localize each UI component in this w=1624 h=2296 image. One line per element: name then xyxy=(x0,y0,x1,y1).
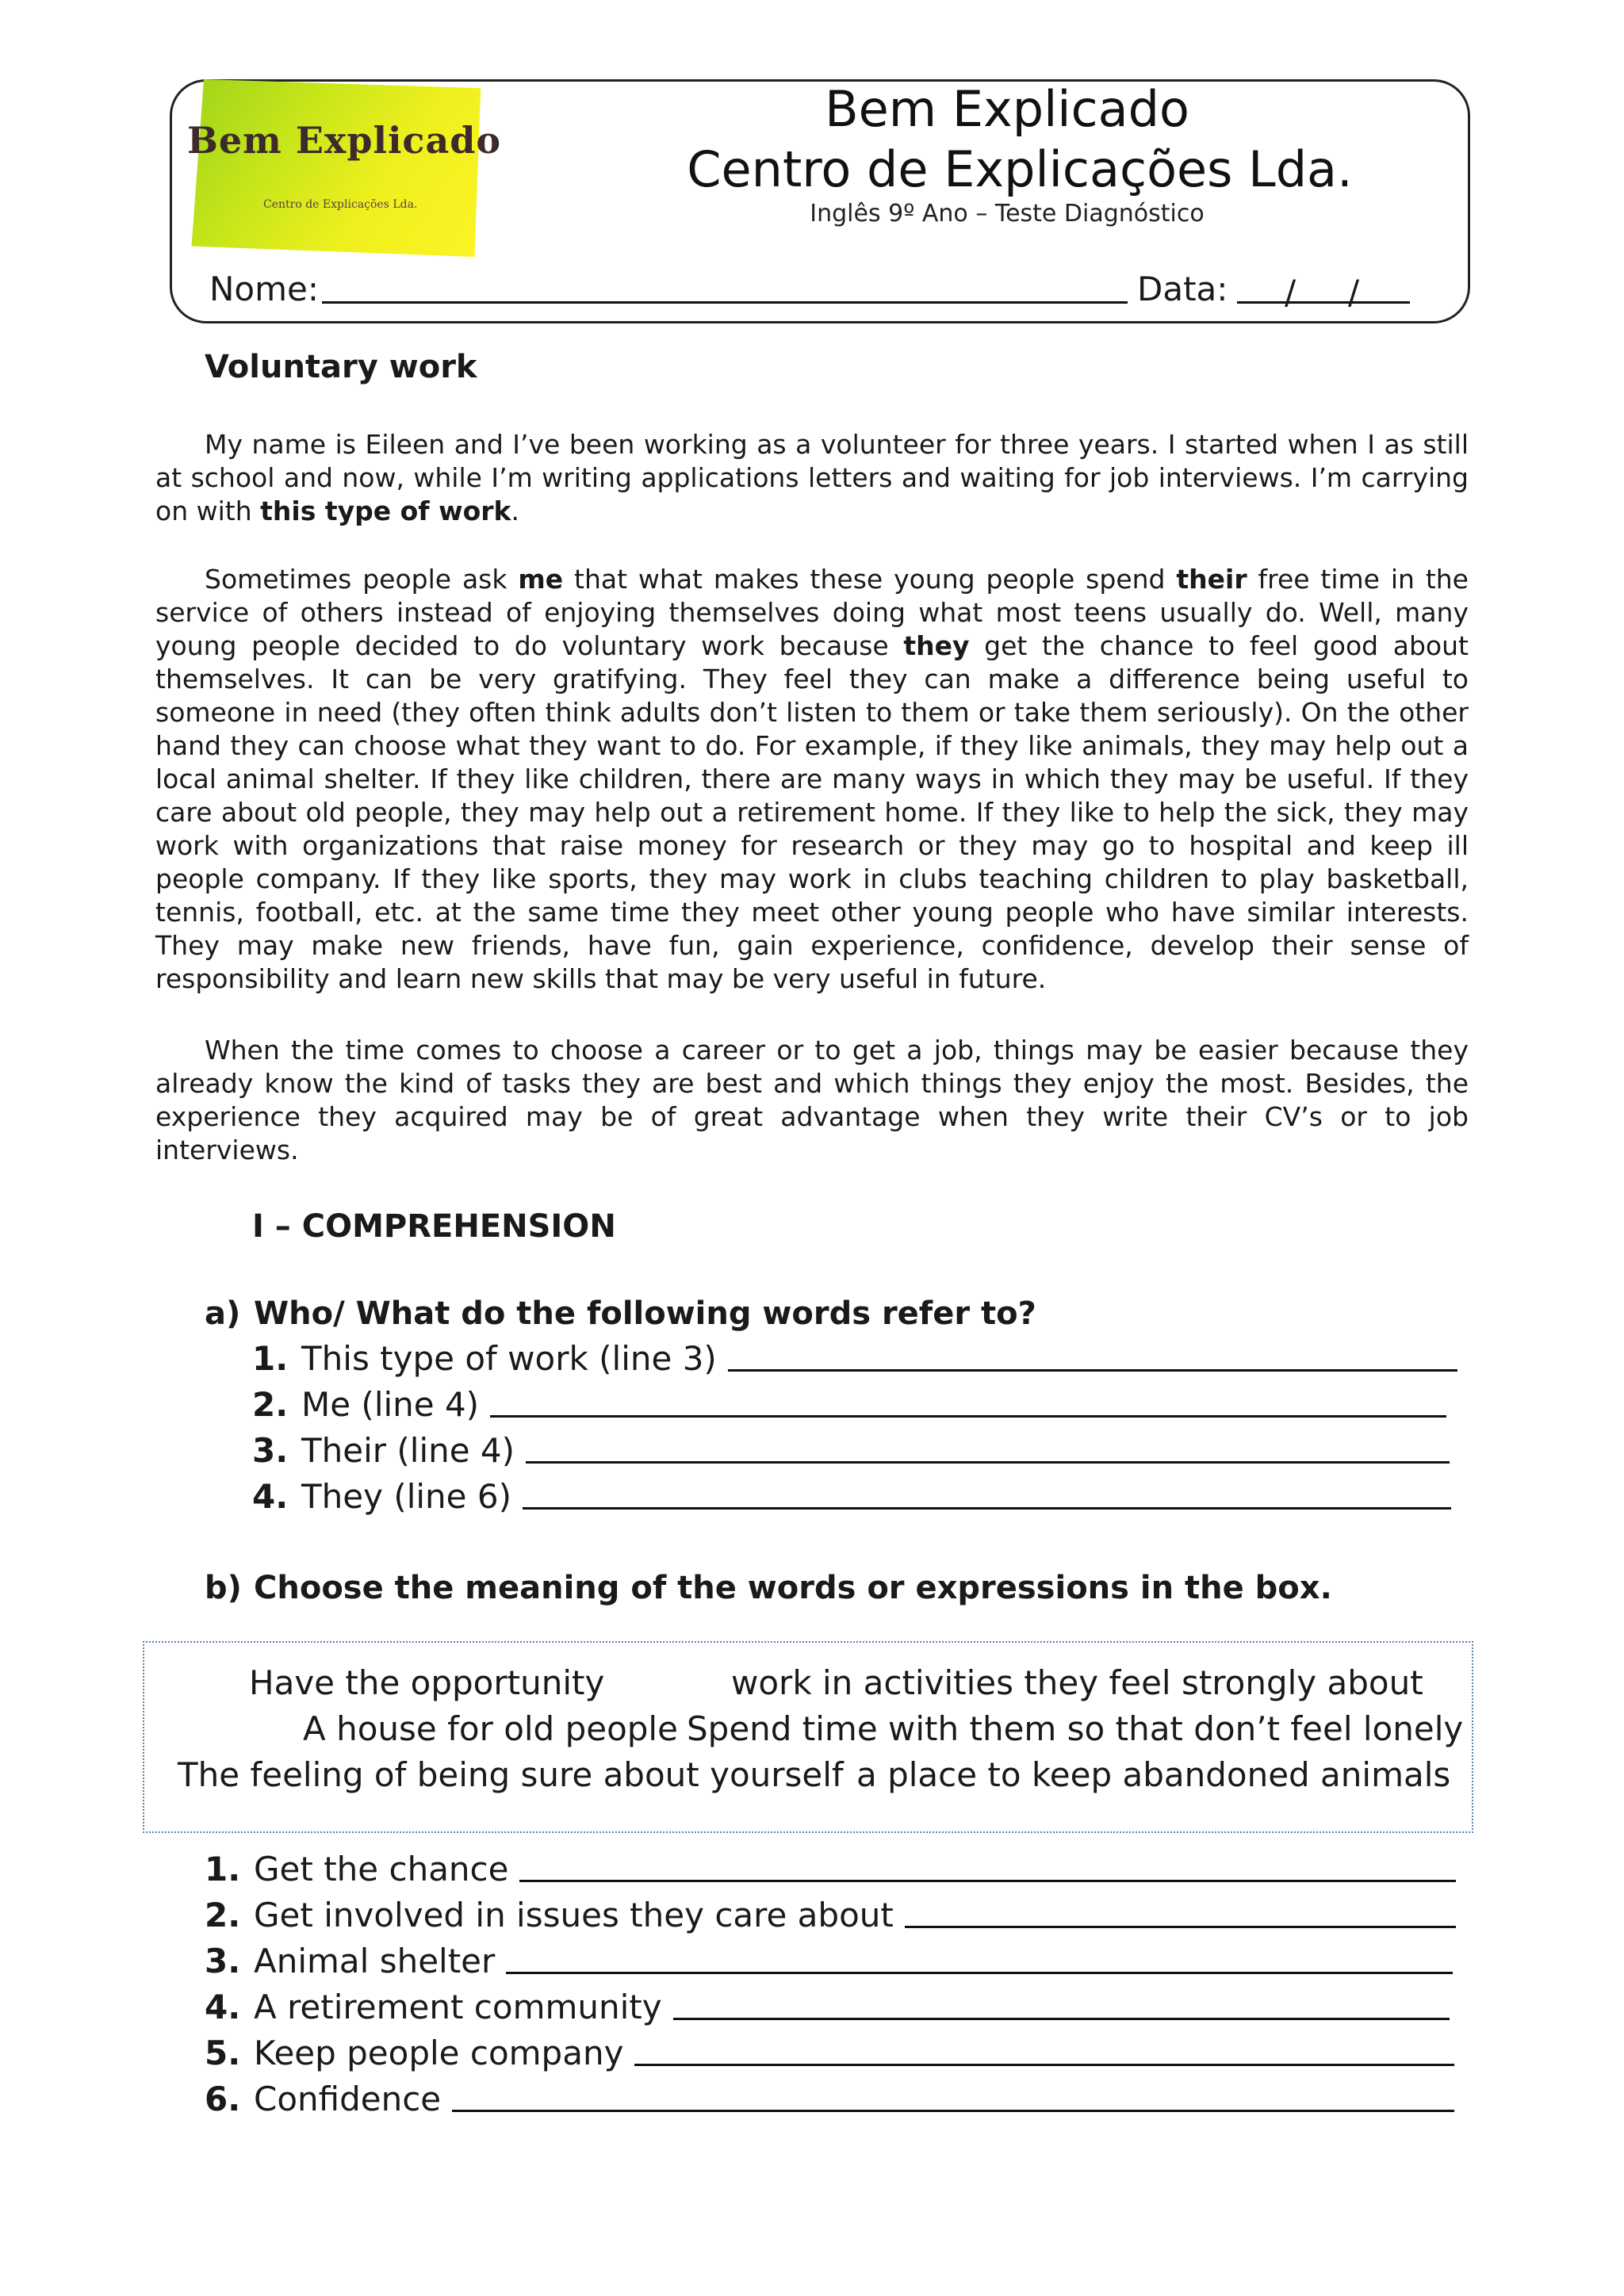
answer-row xyxy=(252,1383,1446,1424)
question-a xyxy=(205,1295,1036,1332)
item-number: 2. xyxy=(205,1896,241,1934)
answer-line[interactable] xyxy=(519,1880,1456,1882)
item-text: Keep people company xyxy=(254,2034,624,2072)
answer-row xyxy=(252,1429,1450,1470)
item-text: Confidence xyxy=(254,2080,442,2118)
item-text: They (line 6) xyxy=(301,1477,511,1516)
question-label: a) xyxy=(205,1295,241,1332)
item-number: 1. xyxy=(252,1339,289,1378)
item-number: 2. xyxy=(252,1385,289,1424)
logo-text: Bem Explicado xyxy=(187,119,502,162)
article-title: Voluntary work xyxy=(205,349,477,385)
paragraph-2: Sometimes people ask me that what makes these young people spend their free time in the service of others instead of enjoying themselves doing what most teens usually do. Well, many young people decided to do voluntary work because they get the chance to feel good about themselves. It can be very gratifying. They feel they can make a difference being useful to someone in need (they often think adults don’t listen to them or take them seriously). On the other hand they can choose what they want to do. For example, if they like animals, they may help out a local animal shelter. If they like children, there are many ways in which they may be useful. If they care about old people, they may help out a retirement home. If they like to help the sick, they may work with organizations that raise money for research or they may go to hospital and keep ill people company. If they like sports, they may work in clubs teaching children to play basketball, tennis, football, etc. at the same time they meet other young people who have similar interests. They may make new friends, have fun, gain experience, confidence, develop their sense of responsibility and learn new skills that may be very useful in future. xyxy=(155,564,1469,994)
logo xyxy=(179,79,487,257)
item-number: 3. xyxy=(252,1431,289,1470)
question-label: b) xyxy=(205,1570,242,1606)
answer-row xyxy=(205,1893,1456,1934)
item-number: 1. xyxy=(205,1850,241,1888)
answer-row xyxy=(205,1847,1456,1888)
answer-row xyxy=(205,2031,1454,2072)
item-text: Get the chance xyxy=(254,1850,509,1888)
date-separator: / xyxy=(1348,273,1360,312)
box-option: a place to keep abandoned animals xyxy=(856,1755,1451,1794)
header-title-line2: Centro de Explicações Lda. xyxy=(687,140,1353,198)
name-field[interactable] xyxy=(322,301,1128,304)
answer-row xyxy=(252,1475,1451,1516)
paragraph-3: When the time comes to choose a career or to get a job, things may be easier because they already know the kind of tasks they are best and which things they enjoy the most. Besides, the experience they acquired may be of great advantage when they write their CV’s or to job interviews. xyxy=(155,1035,1469,1165)
answer-line[interactable] xyxy=(506,1972,1453,1974)
answer-line[interactable] xyxy=(526,1461,1450,1464)
answer-line[interactable] xyxy=(452,2110,1454,2112)
item-text: Get involved in issues they care about xyxy=(254,1896,894,1934)
item-number: 4. xyxy=(252,1477,289,1516)
paragraph-1: My name is Eileen and I’ve been working as a volunteer for three years. I started when I as still at school and now, while I’m writing applications letters and waiting for job interviews. I’m carrying on with this type of work. xyxy=(155,429,1469,526)
box-option: The feeling of being sure about yourself xyxy=(178,1755,844,1794)
question-text: Who/ What do the following words refer to? xyxy=(254,1295,1036,1332)
box-option: Spend time with them so that don’t feel lonely xyxy=(687,1709,1464,1748)
item-text: Their (line 4) xyxy=(301,1431,515,1470)
question-text: Choose the meaning of the words or expressions in the box. xyxy=(254,1570,1332,1606)
answer-line[interactable] xyxy=(523,1507,1451,1510)
name-label: Nome: xyxy=(209,270,320,308)
item-text: A retirement community xyxy=(254,1988,662,2026)
question-b xyxy=(205,1570,1332,1606)
box-option: A house for old people xyxy=(303,1709,678,1748)
box-option: Have the opportunity xyxy=(249,1663,605,1702)
section-heading: I – COMPREHENSION xyxy=(252,1208,616,1245)
answer-row xyxy=(205,1985,1450,2026)
header-title: Bem Explicado xyxy=(825,80,1189,138)
answer-line[interactable] xyxy=(728,1369,1457,1372)
item-text: This type of work (line 3) xyxy=(301,1339,717,1378)
date-field[interactable] xyxy=(1237,301,1410,304)
answer-line[interactable] xyxy=(905,1926,1456,1928)
item-text: Animal shelter xyxy=(254,1942,496,1980)
item-number: 3. xyxy=(205,1942,241,1980)
answer-row xyxy=(205,2077,1454,2118)
header-subtitle: Inglês 9º Ano – Teste Diagnóstico xyxy=(810,200,1205,228)
item-number: 4. xyxy=(205,1988,241,2026)
answer-line[interactable] xyxy=(634,2064,1454,2066)
answer-row xyxy=(252,1337,1457,1378)
item-number: 5. xyxy=(205,2034,241,2072)
answer-line[interactable] xyxy=(673,2018,1450,2020)
item-number: 6. xyxy=(205,2080,241,2118)
date-separator: / xyxy=(1285,273,1297,312)
date-label: Data: xyxy=(1137,270,1228,308)
answer-line[interactable] xyxy=(490,1415,1446,1418)
logo-subtext: Centro de Explicações Lda. xyxy=(263,198,418,211)
item-text: Me (line 4) xyxy=(301,1385,480,1424)
box-option: work in activities they feel strongly about xyxy=(731,1663,1423,1702)
answer-row xyxy=(205,1939,1453,1980)
